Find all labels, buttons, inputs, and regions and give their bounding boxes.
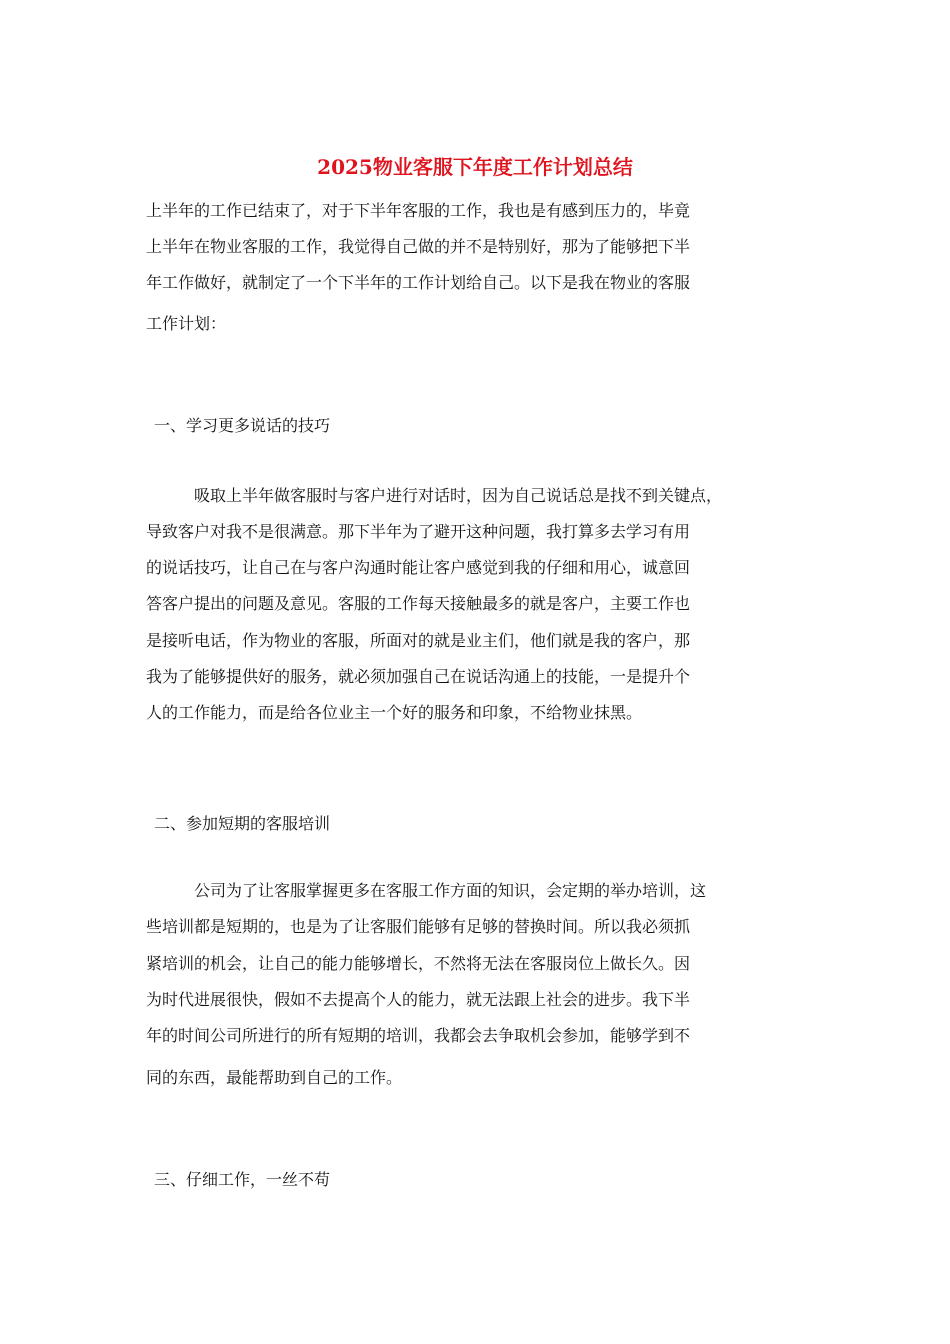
section-line: 年的时间公司所进行的所有短期的培训，我都会去争取机会参加，能够学到不: [146, 1026, 691, 1045]
section-heading: 一、学习更多说话的技巧: [154, 416, 331, 435]
intro-line: 上半年在物业客服的工作，我觉得自己做的并不是特别好，那为了能够把下半: [146, 237, 691, 256]
section-line: 我为了能够提供好的服务，就必须加强自己在说话沟通上的技能，一是提升个: [146, 667, 691, 686]
section-line: 紧培训的机会，让自己的能力能够增长，不然将无法在客服岗位上做长久。因: [146, 954, 691, 973]
section-line: 为时代进展很快，假如不去提高个人的能力，就无法跟上社会的进步。我下半: [146, 990, 691, 1009]
section-line: 答客户提出的问题及意见。客服的工作每天接触最多的就是客户，主要工作也: [146, 594, 691, 613]
section-line: 些培训都是短期的，也是为了让客服们能够有足够的替换时间。所以我必须抓: [146, 917, 691, 936]
section-line: 吸取上半年做客服时与客户进行对话时，因为自己说话总是找不到关键点，: [194, 486, 723, 505]
document-title: 2025物业客服下年度工作计划总结: [317, 155, 633, 179]
section-line: 导致客户对我不是很满意。那下半年为了避开这种问题，我打算多去学习有用: [146, 522, 691, 541]
section-line: 的说话技巧，让自己在与客户沟通时能让客户感觉到我的仔细和用心，诚意回: [146, 558, 691, 577]
intro-line: 年工作做好，就制定了一个下半年的工作计划给自己。以下是我在物业的客服: [146, 273, 691, 292]
section-heading: 三、仔细工作，一丝不苟: [154, 1170, 331, 1189]
intro-line: 工作计划：: [146, 314, 227, 333]
section-line: 人的工作能力，而是给各位业主一个好的服务和印象，不给物业抹黑。: [146, 703, 643, 722]
intro-line: 上半年的工作已结束了，对于下半年客服的工作，我也是有感到压力的，毕竟: [146, 201, 691, 220]
section-line: 同的东西，最能帮助到自己的工作。: [146, 1068, 403, 1087]
section-line: 是接听电话，作为物业的客服，所面对的就是业主们，他们就是我的客户，那: [146, 631, 691, 650]
section-line: 公司为了让客服掌握更多在客服工作方面的知识，会定期的举办培训，这: [194, 881, 707, 900]
section-heading: 二、参加短期的客服培训: [154, 814, 331, 833]
